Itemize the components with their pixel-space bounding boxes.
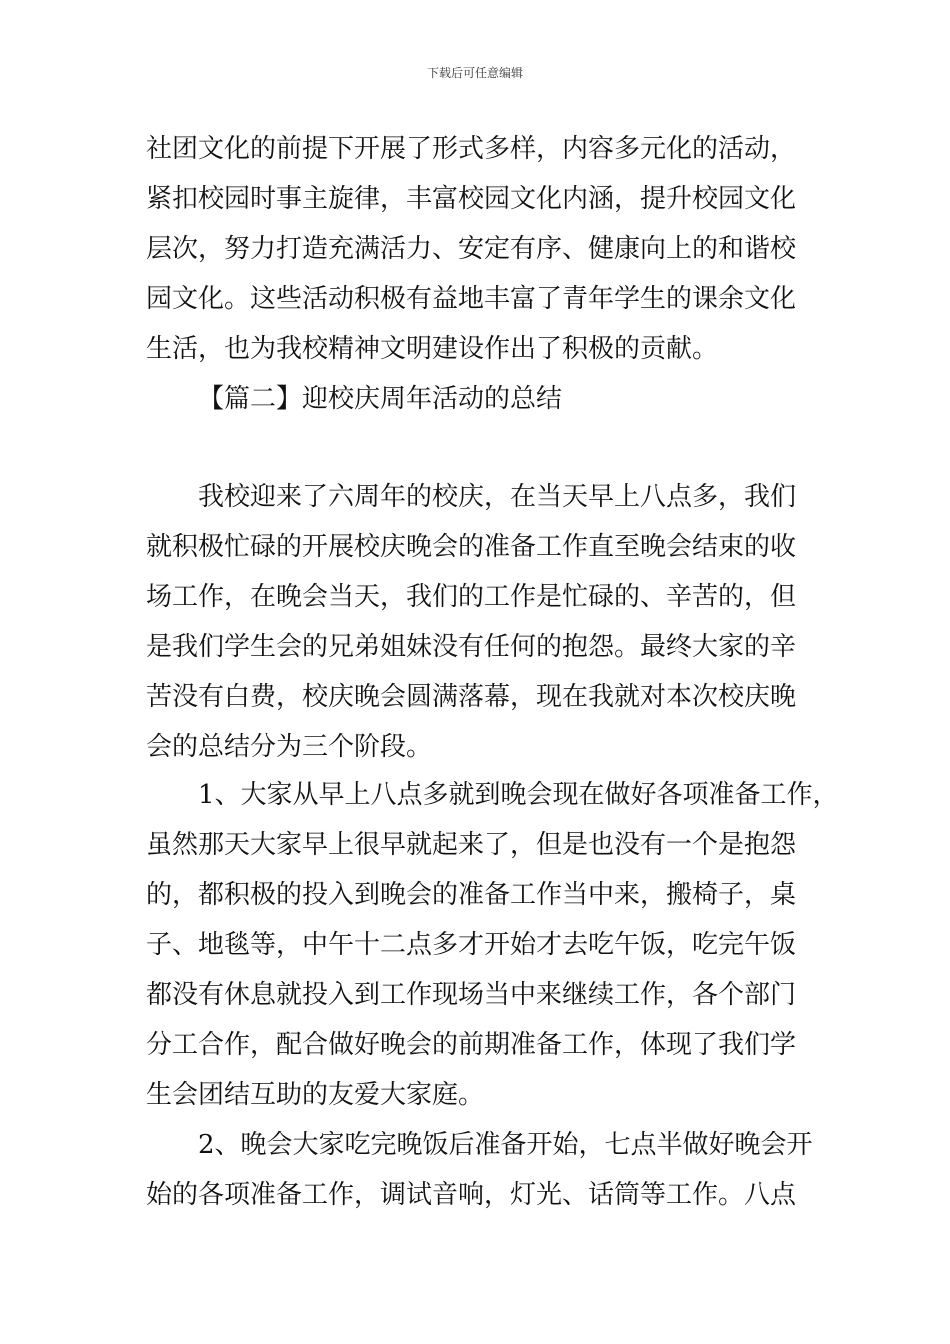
text-line: 的，都积极的投入到晚会的准备工作当中来，搬椅子，桌 xyxy=(146,880,797,910)
text-line: 场工作，在晚会当天，我们的工作是忙碌的、辛苦的，但 xyxy=(146,582,797,612)
text-line: 虽然那天大家早上很早就起来了，但是也没有一个是抱怨 xyxy=(146,830,797,860)
paragraph-stage-one xyxy=(146,770,839,1120)
text-line: 2、晚会大家吃完晚饭后准备开始，七点半做好晚会开 xyxy=(198,1130,813,1160)
text-line: 始的各项准备工作，调试音响，灯光、话筒等工作。八点 xyxy=(146,1180,797,1210)
text-line: 生会团结互助的友爱大家庭。 xyxy=(146,1080,485,1110)
text-line: 我校迎来了六周年的校庆，在当天早上八点多，我们 xyxy=(198,482,797,512)
section-heading xyxy=(146,374,816,424)
text-line: 生活，也为我校精神文明建设作出了积极的贡献。 xyxy=(146,334,719,364)
text-line: 都没有休息就投入到工作现场当中来继续工作，各个部门 xyxy=(146,980,797,1010)
text-line: 社团文化的前提下开展了形式多样，内容多元化的活动， xyxy=(146,134,797,164)
section-title: 【篇二】迎校庆周年活动的总结 xyxy=(198,384,563,414)
text-line: 会的总结分为三个阶段。 xyxy=(146,732,433,762)
text-line: 紧扣校园时事主旋律，丰富校园文化内涵，提升校园文化 xyxy=(146,184,797,214)
paragraph-anniversary xyxy=(146,472,816,772)
text-line: 分工合作，配合做好晚会的前期准备工作，体现了我们学 xyxy=(146,1030,797,1060)
text-line: 就积极忙碌的开展校庆晚会的准备工作直至晚会结束的收 xyxy=(146,532,797,562)
text-line: 是我们学生会的兄弟姐妹没有任何的抱怨。最终大家的辛 xyxy=(146,632,797,662)
text-line: 子、地毯等，中午十二点多才开始才去吃午饭，吃完午饭 xyxy=(146,930,797,960)
page-header: 下载后可任意编辑 xyxy=(426,66,523,80)
text-line: 园文化。这些活动积极有益地丰富了青年学生的课余文化 xyxy=(146,284,797,314)
paragraph-intro xyxy=(146,124,816,374)
text-line: 层次，努力打造充满活力、安定有序、健康向上的和谐校 xyxy=(146,234,797,264)
text-line: 1、大家从早上八点多就到晚会现在做好各项准备工作， xyxy=(198,780,839,810)
text-line: 苦没有白费，校庆晚会圆满落幕，现在我就对本次校庆晚 xyxy=(146,682,797,712)
paragraph-stage-two xyxy=(146,1120,816,1220)
